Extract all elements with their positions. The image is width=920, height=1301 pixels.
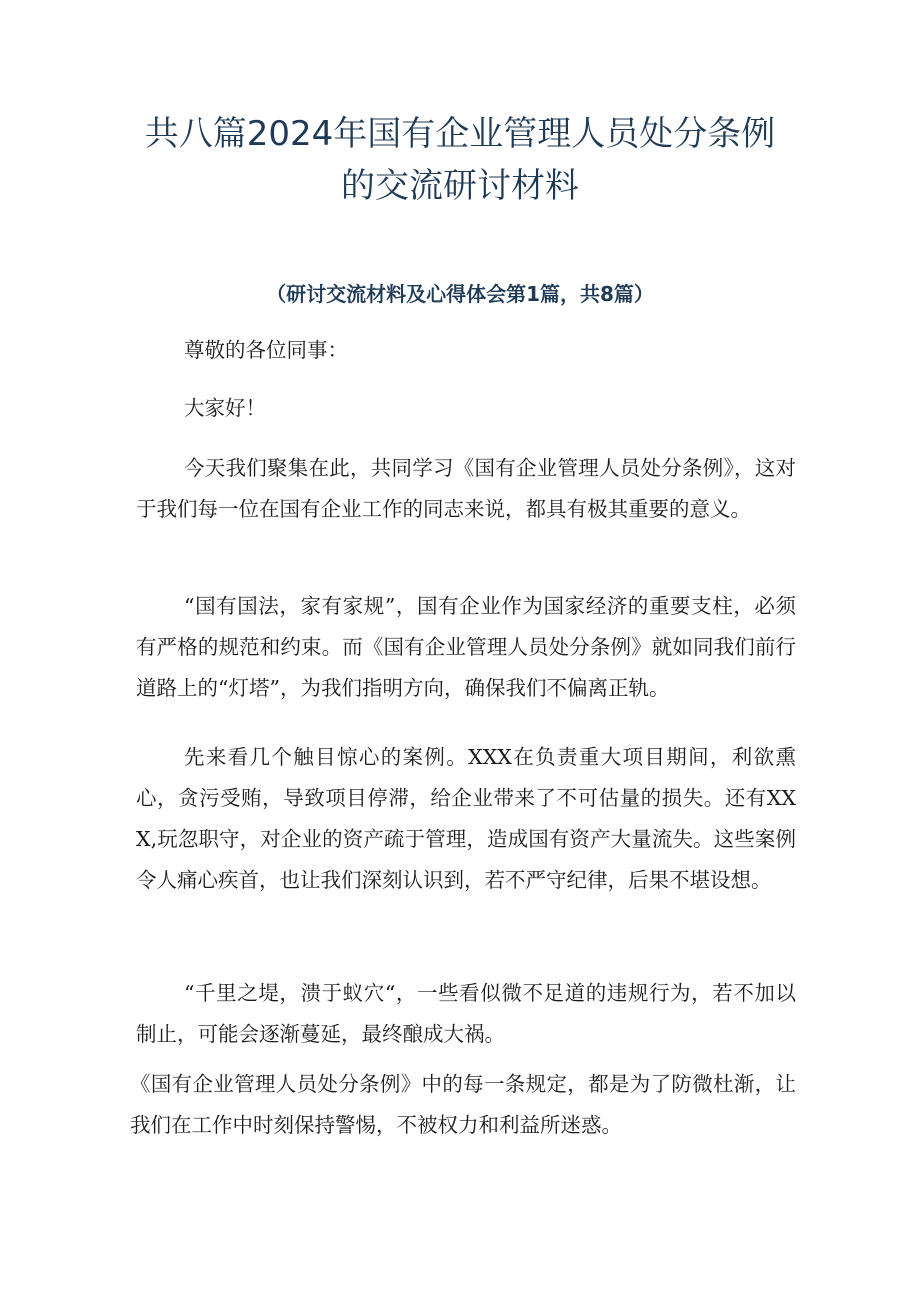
paragraph-3: 先来看几个触目惊心的案例。XXX在负责重大项目期间，利欲熏心，贪污受贿，导致项目停滞，给企业带来了不可估量的损失。还有XXX,玩忽职守，对企业的资产疏于管理，造成国有资产大量流失。这些案例令人痛心疾首，也让我们深刻认识到，若不严守纪律，后果不堪设想。 (136, 745, 796, 892)
title-line-1: 共八篇2024年国有企业管理人员处分条例 (144, 114, 776, 154)
paragraph-5: 《国有企业管理人员处分条例》中的每一条规定，都是为了防微杜渐，让我们在工作中时刻保持警惕，不被权力和利益所迷惑。 (130, 1072, 796, 1137)
section-subtitle: （研讨交流材料及心得体会第1篇，共8篇） (266, 282, 654, 306)
paragraph-2: “国有国法，家有家规”，国有企业作为国家经济的重要支柱，必须有严格的规范和约束。而《国有企业管理人员处分条例》就如同我们前行道路上的“灯塔”，为我们指明方向，确保我们不偏离正轨。 (136, 594, 796, 700)
paragraph-4: “千里之堤，溃于蚁穴“，一些看似微不足道的违规行为，若不加以制止，可能会逐渐蔓延，最终酿成大祸。 (136, 981, 796, 1046)
title-line-2: 的交流研讨材料 (341, 166, 579, 206)
hello-line: 大家好！ (184, 396, 266, 420)
document-title (100, 108, 820, 212)
greeting-line: 尊敬的各位同事： (184, 338, 348, 362)
paragraph-1: 今天我们聚集在此，共同学习《国有企业管理人员处分条例》，这对于我们每一位在国有企业工作的同志来说，都具有极其重要的意义。 (136, 456, 796, 521)
